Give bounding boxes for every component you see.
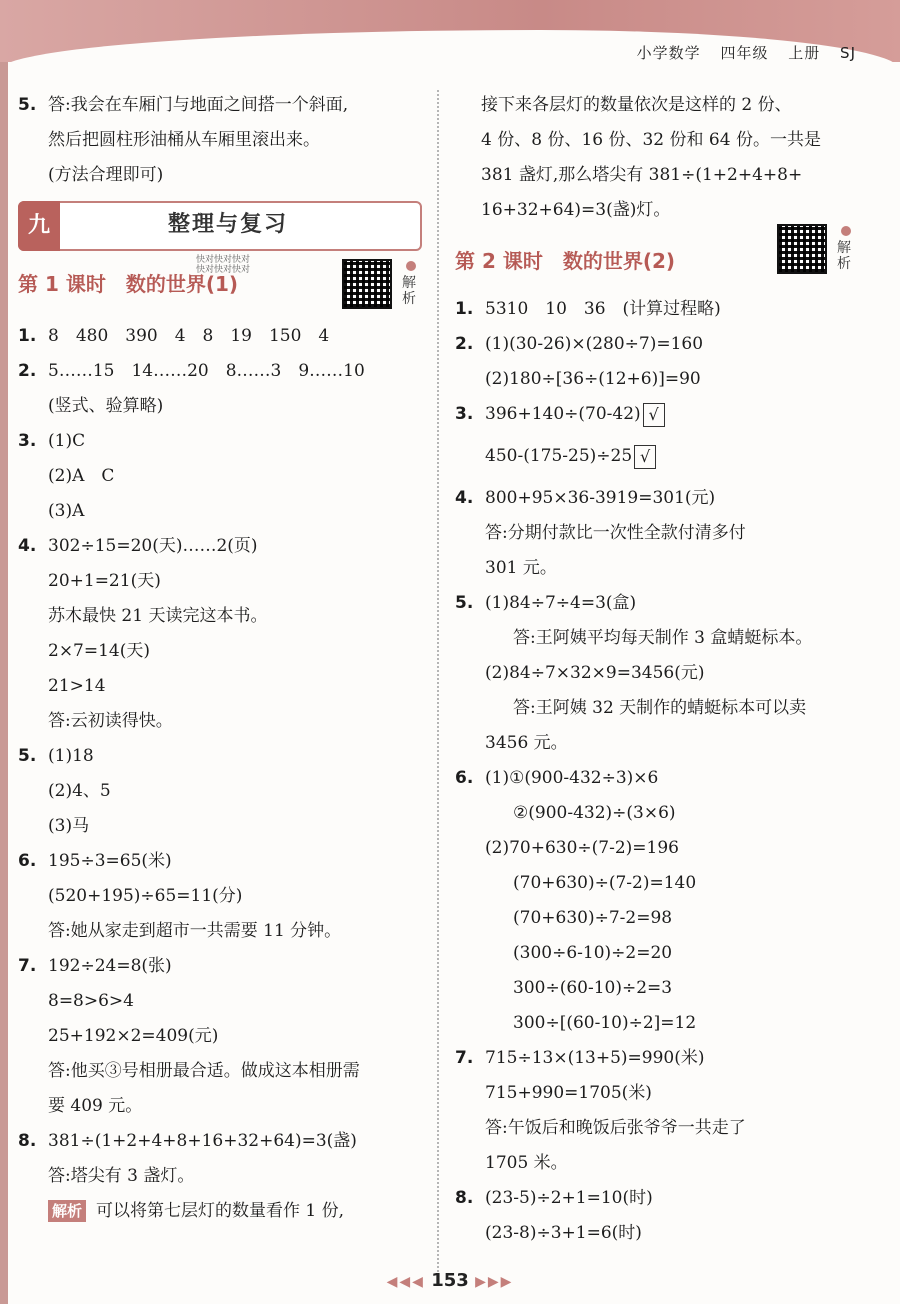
left-column: 5. 答:我会在车厢门与地面之间搭一个斜面, 然后把圆柱形油桶从车厢里滚出来。 (方法合理即可) 九 整理与复习 第 1 课时 数的世界(1) 快对快对快对 快对快对快对 解析 1. 8 480 390 4 8 19 150 4 2. 5……15 14……20 8……3 9……10 (竖式、验算略) 3. (1)C (2)A C (3)A 4. 302÷15=20(天)……2(页) 20+1=21(天) 苏木最快 21 天读完这本书。 2×7=14(天) 21>14 答:云初读得快。 5. (1)18 (2)4、5 (3)马 6. 195÷3=65(米) (520+195)÷65=11(分) 答:她从家走到超市一共需要 11 分钟。 7. 192÷24=8(张) 8=8>6>4 25+192×2=409(元) 答:他买③号相册最合适。做成这本相册需 要 409 元。 8. 381÷(1+2+4+8+16+32+64)=3(盏) 答:塔尖有 3 盏灯。 解析 可以将第七层灯的数量看作 1 份, xyxy=(18,88,423,1229)
right-q1: 1. 5310 10 36 (计算过程略) xyxy=(455,299,721,319)
qr-code-icon[interactable] xyxy=(342,259,392,309)
header-volume: 上册 xyxy=(788,44,821,62)
right-q2: 2. (1)(30-26)×(280÷7)=160 xyxy=(455,334,704,354)
page-number: 153 xyxy=(431,1270,469,1291)
unit-tag: 九 xyxy=(18,201,60,251)
lesson-title: 第 2 课时 数的世界(2) xyxy=(455,249,676,273)
next-arrows-icon: ▶▶▶ xyxy=(475,1274,514,1290)
left-accent-bar xyxy=(0,62,8,1304)
right-column: 接下来各层灯的数量依次是这样的 2 份、 4 份、8 份、16 份、32 份和 64 份。一共是 381 盏灯,那么塔尖有 381÷(1+2+4+8+ 16+32+64)=3(盏)灯。 第 2 课时 数的世界(2) 解析 1. 5310 10 36 (计算过程略) 2. (1)(30-26)×(280÷7)=160 (2)180÷[36÷(12+6)]=90 3. 396+140÷(70-42) √ 450-(175-25)÷25 √ 4. 800+95×36-3919=301(元) 答:分期付款比一次性全款付清多付 301 元。 5. (1)84÷7÷4=3(盒) 答:王阿姨平均每天制作 3 盒蜻蜓标本。 (2)84÷7×32×9=3456(元) 答:王阿姨 32 天制作的蜻蜓标本可以卖 3456 元。 6. (1)①(900-432÷3)×6 ②(900-432)÷(3×6) (2)70+630÷(7-2)=196 (70+630)÷(7-2)=140 (70+630)÷7-2=98 (300÷6-10)÷2=20 300÷(60-10)÷2=3 300÷[(60-10)÷2]=12 7. 715÷13×(13+5)=990(米) 715+990=1705(米) 答:午饭后和晚饭后张爷爷一共走了 1705 米。 8. (23-5)÷2+1=10(时) (23-8)÷3+1=6(时) xyxy=(455,88,863,1251)
play-icon xyxy=(841,226,851,236)
right-q5: 5. (1)84÷7÷4=3(盒) xyxy=(455,593,637,613)
right-q3: 3. 396+140÷(70-42) √ xyxy=(455,397,863,439)
check-mark-icon: √ xyxy=(643,403,665,427)
left-q2: 2. 5……15 14……20 8……3 9……10 xyxy=(18,361,365,381)
header-subject: 小学数学 xyxy=(636,44,701,62)
right-q8: 8. (23-5)÷2+1=10(时) xyxy=(455,1188,653,1208)
check-mark-icon: √ xyxy=(634,445,656,469)
left-q5: 5. 答:我会在车厢门与地面之间搭一个斜面, xyxy=(18,95,349,115)
right-q6: 6. (1)①(900-432÷3)×6 xyxy=(455,768,659,788)
left-q8: 8. 381÷(1+2+4+8+16+32+64)=3(盏) xyxy=(18,1131,357,1151)
left-q4: 4. 302÷15=20(天)……2(页) xyxy=(18,536,258,556)
play-icon xyxy=(406,261,416,271)
unit-title: 整理与复习 xyxy=(168,212,289,237)
left-q7: 7. 192÷24=8(张) xyxy=(18,956,172,976)
right-q4: 4. 800+95×36-3919=301(元) xyxy=(455,488,716,508)
header-grade: 四年级 xyxy=(720,44,769,62)
left-q1: 1. 8 480 390 4 8 19 150 4 xyxy=(18,326,330,346)
column-divider xyxy=(437,90,439,1280)
header-edition: SJ xyxy=(840,44,856,62)
left-q6: 6. 195÷3=65(米) xyxy=(18,851,172,871)
unit-header xyxy=(18,201,423,257)
lesson-1-header: 第 1 课时 数的世界(1) 快对快对快对 快对快对快对 解析 xyxy=(18,255,416,307)
jiexi-tag: 解析 xyxy=(48,1200,86,1222)
jiexi-note: 解析 可以将第七层灯的数量看作 1 份, xyxy=(18,1194,423,1229)
left-q3: 3. (1)C xyxy=(18,431,86,451)
qr-code-icon[interactable] xyxy=(777,224,827,274)
lesson-title: 第 1 课时 数的世界(1) xyxy=(18,272,239,296)
right-q7: 7. 715÷13×(13+5)=990(米) xyxy=(455,1048,705,1068)
left-q5b: 5. (1)18 xyxy=(18,746,94,766)
prev-arrows-icon: ◀◀◀ xyxy=(386,1274,425,1290)
page-footer xyxy=(0,1270,900,1291)
header-text xyxy=(623,42,856,63)
lesson-2-header: 第 2 课时 数的世界(2) 解析 xyxy=(455,240,863,282)
